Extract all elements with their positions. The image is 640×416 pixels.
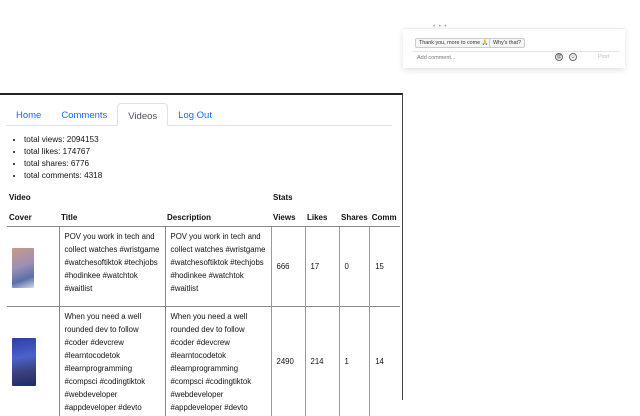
views-cell: 666 — [271, 226, 305, 306]
description-cell: When you need a well rounded dev to follow #coder #devcrew #learntocodetok #learnprogramming #compsci #codingtiktok #webdeveloper #appdeveloper #devto — [165, 306, 271, 416]
total-likes: • total likes: 174767 — [24, 146, 402, 158]
video-cover-thumbnail[interactable] — [12, 338, 36, 386]
title-header: Title — [61, 212, 78, 222]
videos-dashboard — [0, 93, 403, 412]
shares-header: Shares — [341, 212, 368, 222]
video-group-header: Video — [9, 193, 31, 202]
cover-cell — [7, 306, 59, 416]
comments-header: Comm — [371, 212, 397, 222]
total-comments: • total comments: 4318 — [24, 170, 402, 182]
add-comment-input[interactable] — [413, 51, 619, 64]
table-row — [7, 226, 400, 306]
quick-reply-thanks-chip[interactable]: Thank you, more to come 🙏 — [415, 38, 492, 48]
video-cover-thumbnail[interactable] — [12, 248, 34, 288]
total-views: • total views: 2094153 — [24, 134, 402, 146]
mention-icon[interactable]: @ — [556, 54, 562, 60]
tab-comments[interactable]: Comments — [61, 110, 108, 121]
views-header: Views — [273, 212, 296, 222]
nav-tabs — [6, 95, 392, 126]
likes-header: Likes — [307, 212, 328, 222]
total-shares: • total shares: 6776 — [24, 158, 402, 170]
table-row — [7, 306, 400, 416]
comment-popup — [403, 24, 625, 68]
totals-list — [24, 134, 402, 182]
stats-group-header: Stats — [273, 193, 293, 202]
comments-cell: 14 — [370, 306, 400, 416]
views-cell: 2490 — [271, 306, 305, 416]
popup-ellipsis: • • • — [433, 24, 448, 30]
comments-cell: 15 — [370, 226, 400, 306]
shares-cell: 1 — [339, 306, 370, 416]
likes-cell: 214 — [305, 306, 339, 416]
post-button[interactable]: Post — [597, 54, 609, 60]
tab-videos[interactable]: Videos — [117, 103, 168, 126]
quick-reply-why-chip[interactable]: Why's that? — [489, 38, 525, 48]
description-cell: POV you work in tech and collect watches #wristgame #watchesoftiktok #techjobs #hodinkee #watchtok #waitlist — [165, 226, 271, 306]
shares-cell: 0 — [339, 226, 370, 306]
title-cell: When you need a well rounded dev to follow #coder #devcrew #learntocodetok #learnprogramming #compsci #codingtiktok #webdeveloper #appdeveloper #devto — [59, 306, 165, 416]
emoji-icon[interactable]: ☺ — [570, 54, 576, 60]
cover-header: Cover — [9, 212, 32, 222]
title-cell: POV you work in tech and collect watches #wristgame #watchesoftiktok #techjobs #hodinkee #watchtok #waitlist — [59, 226, 165, 306]
cover-cell — [7, 226, 59, 306]
tab-log-out[interactable]: Log Out — [178, 110, 212, 121]
description-header: Description — [167, 212, 212, 222]
tab-home[interactable]: Home — [16, 110, 42, 121]
videos-table — [7, 190, 400, 416]
likes-cell: 17 — [305, 226, 339, 306]
